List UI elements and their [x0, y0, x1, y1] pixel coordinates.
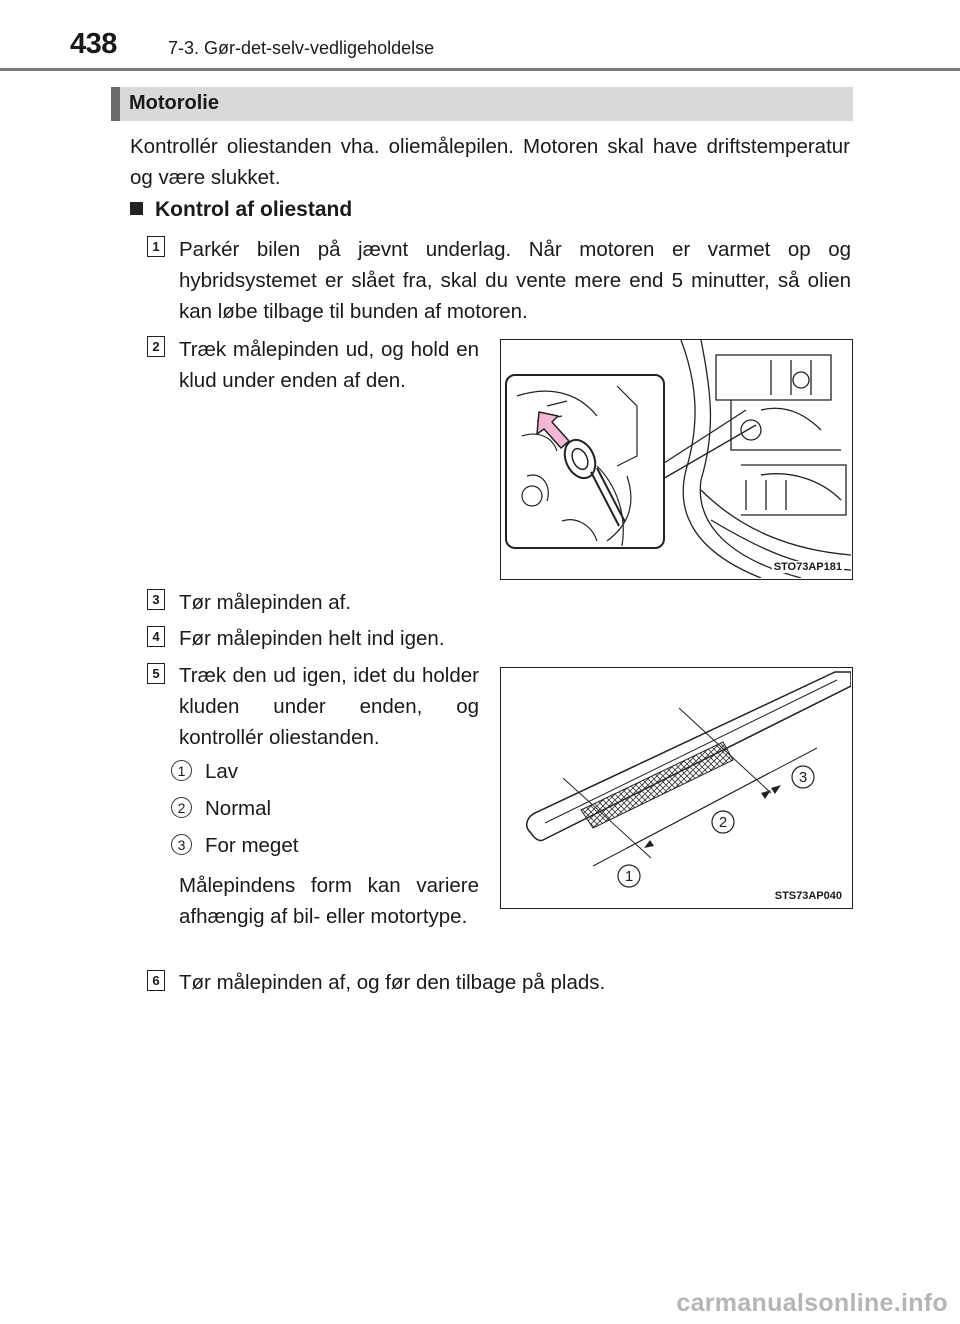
intro-paragraph: Kontrollér oliestanden vha. oliemålepilen. Motoren skal have driftstemperatur og være slukket. — [130, 135, 850, 189]
note-text: Målepindens form kan variere afhængig af bil- eller motortype. — [179, 874, 479, 928]
legend-label-too-much: For meget — [205, 834, 299, 857]
step-number-badge: 1 — [147, 236, 165, 257]
callout-1-label: 1 — [624, 868, 634, 885]
pull-direction-arrow-icon — [531, 408, 575, 452]
step-4-text: Før målepinden helt ind igen. — [179, 627, 445, 650]
figure-code: STS73AP040 — [774, 890, 842, 902]
step-3-text: Tør målepinden af. — [179, 591, 352, 614]
sub-heading — [130, 198, 352, 222]
step-6-text: Tør målepinden af, og før den tilbage på plads. — [179, 971, 606, 994]
legend-label-normal: Normal — [205, 797, 272, 820]
dipstick-level-drawing — [501, 668, 851, 907]
step-number-badge: 3 — [147, 589, 165, 610]
dipstick-detail-inset — [505, 374, 665, 549]
header-rule — [0, 68, 960, 71]
callout-3-label: 3 — [798, 769, 808, 786]
step-1-text: Parkér bilen på jævnt underlag. Når motoren er varmet op og hybridsystemet er slået fra, skal du vente mere end 5 minutter, så olien kan løbe tilbage til bunden af motoren. — [179, 238, 851, 323]
section-title-bar — [111, 87, 853, 121]
step-number-badge: 5 — [147, 663, 165, 684]
figure-code: STO73AP181 — [773, 561, 842, 573]
page-number: 438 — [70, 28, 117, 60]
dipstick-level-illustration — [500, 667, 853, 909]
step-number-badge: 2 — [147, 336, 165, 357]
step-number-badge: 4 — [147, 626, 165, 647]
step-number-badge: 6 — [147, 970, 165, 991]
callout-number-icon: 2 — [171, 797, 192, 818]
section-bar-tab — [111, 87, 120, 121]
sub-heading-text: Kontrol af oliestand — [155, 198, 353, 221]
section-title: Motorolie — [129, 92, 219, 114]
callout-number-icon: 3 — [171, 834, 192, 855]
step-2-text: Træk målepinden ud, og hold en klud under enden af den. — [179, 338, 479, 392]
legend-label-low: Lav — [205, 760, 239, 783]
running-head: 7-3. Gør-det-selv-vedligeholdelse — [168, 38, 435, 58]
step-5-text: Træk den ud igen, idet du holder kluden under enden, og kontrollér oliestanden. — [179, 664, 479, 749]
watermark: carmanualsonline.info — [676, 1289, 948, 1317]
square-bullet-icon — [130, 202, 143, 215]
dipstick-inset-drawing — [507, 376, 663, 547]
engine-dipstick-illustration — [500, 339, 853, 580]
callout-number-icon: 1 — [171, 760, 192, 781]
callout-2-label: 2 — [718, 814, 728, 831]
